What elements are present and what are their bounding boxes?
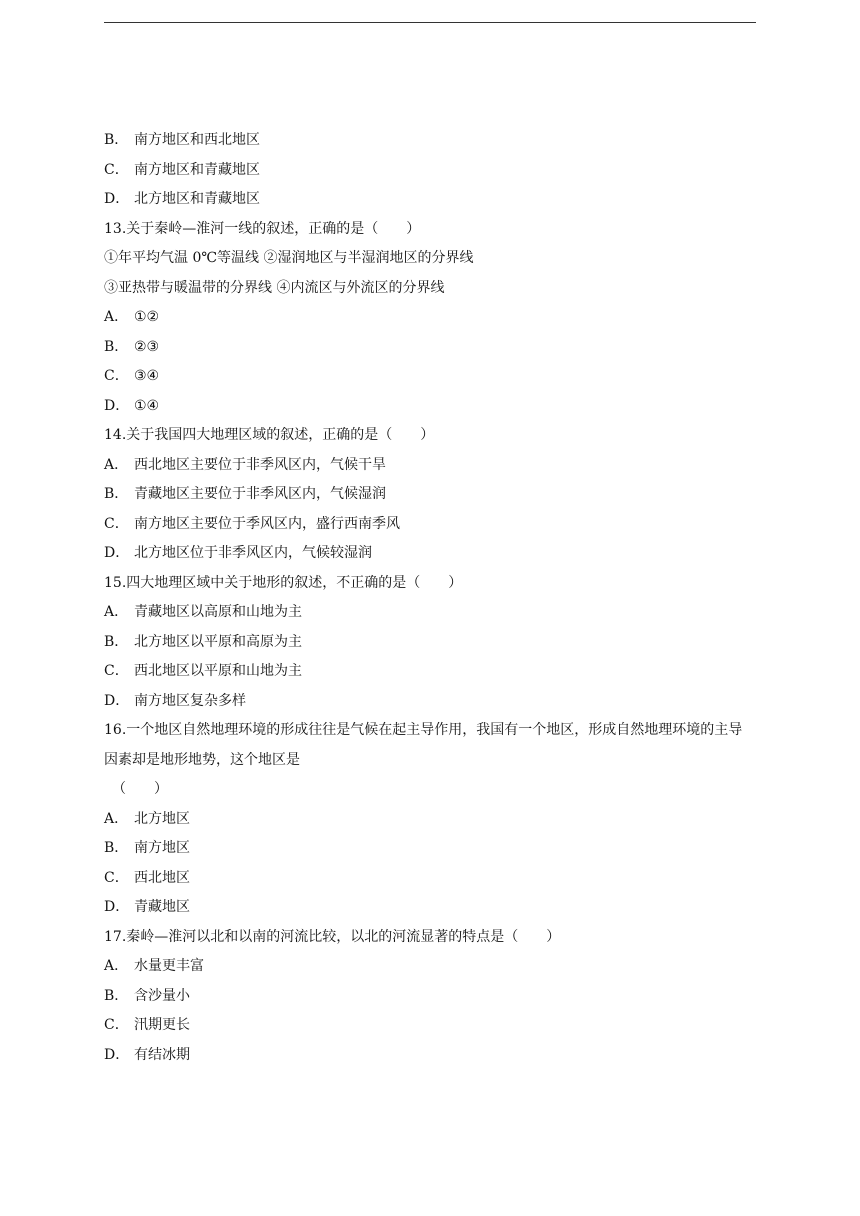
option-letter: C． xyxy=(104,161,129,178)
option-text: ①② xyxy=(134,309,160,325)
option-letter: B． xyxy=(104,486,129,502)
option-text: 有结冰期 xyxy=(134,1046,190,1063)
option-text: ③④ xyxy=(134,368,160,384)
option-text: 南方地区 xyxy=(134,840,190,856)
option-d xyxy=(104,1041,760,1071)
option-b xyxy=(104,834,760,864)
option-letter: D． xyxy=(104,899,130,915)
option-letter: A． xyxy=(104,810,129,827)
option-c xyxy=(104,156,760,186)
option-text: ①④ xyxy=(134,397,160,414)
option-letter: B． xyxy=(104,132,129,148)
option-letter: B． xyxy=(104,987,129,1004)
option-a xyxy=(104,451,760,481)
option-letter: D． xyxy=(104,191,130,207)
option-letter: D． xyxy=(104,1046,130,1063)
option-d xyxy=(104,539,760,569)
option-b xyxy=(104,480,760,510)
option-a xyxy=(104,598,760,628)
option-text: 含沙量小 xyxy=(134,987,190,1004)
option-text: 西北地区以平原和山地为主 xyxy=(134,663,302,679)
option-text: 青藏地区主要位于非季风区内，气候湿润 xyxy=(134,486,386,502)
option-text: ②③ xyxy=(134,338,160,355)
option-letter: D． xyxy=(104,545,130,561)
option-b xyxy=(104,628,760,658)
answer-parentheses xyxy=(104,775,760,805)
option-letter: B． xyxy=(104,338,129,355)
option-text: 青藏地区 xyxy=(134,899,190,915)
header-rule xyxy=(104,22,756,23)
option-d xyxy=(104,392,760,422)
question-17 xyxy=(104,923,760,1071)
option-c xyxy=(104,657,760,687)
option-text: 北方地区和青藏地区 xyxy=(134,191,260,207)
option-b xyxy=(104,333,760,363)
statement-line: ③亚热带与暖温带的分界线 ④内流区与外流区的分界线 xyxy=(104,279,445,296)
option-text: 青藏地区以高原和山地为主 xyxy=(134,604,302,620)
question-stem: 14.关于我国四大地理区域的叙述，正确的是（ ） xyxy=(104,427,435,443)
option-letter: C． xyxy=(104,368,129,384)
option-text: 西北地区 xyxy=(134,869,190,886)
option-text: 南方地区主要位于季风区内，盛行西南季风 xyxy=(134,515,400,532)
option-letter: D． xyxy=(104,692,130,709)
option-c xyxy=(104,362,760,392)
option-text: 南方地区和西北地区 xyxy=(134,132,260,148)
question-stem: 15.四大地理区域中关于地形的叙述，不正确的是（ ） xyxy=(104,574,463,591)
option-a xyxy=(104,303,760,333)
option-b xyxy=(104,982,760,1012)
question-stem: 13.关于秦岭—淮河一线的叙述，正确的是（ ） xyxy=(104,220,421,237)
option-letter: C． xyxy=(104,1017,129,1033)
option-text: 汛期更长 xyxy=(134,1017,190,1033)
statement-line: ①年平均气温 0℃等温线 ②湿润地区与半湿润地区的分界线 xyxy=(104,250,474,266)
option-a xyxy=(104,952,760,982)
option-letter: B． xyxy=(104,633,129,650)
option-letter: D． xyxy=(104,397,130,414)
option-text: 北方地区 xyxy=(134,810,190,827)
option-d xyxy=(104,893,760,923)
option-text: 北方地区位于非季风区内，气候较湿润 xyxy=(134,545,372,561)
option-d xyxy=(104,185,760,215)
option-letter: C． xyxy=(104,515,129,532)
option-d xyxy=(104,687,760,717)
option-text: 水量更丰富 xyxy=(134,958,204,974)
document-body xyxy=(104,126,760,1070)
question-14 xyxy=(104,421,760,569)
option-letter: C． xyxy=(104,663,129,679)
option-text: 西北地区主要位于非季风区内，气候干旱 xyxy=(134,456,386,473)
question-stem: 16.一个地区自然地理环境的形成往往是气候在起主导作用，我国有一个地区，形成自然地理环境的主导因素却是地形地势，这个地区是 xyxy=(104,722,743,768)
question-15 xyxy=(104,569,760,717)
option-letter: A． xyxy=(104,309,129,325)
option-text: 南方地区复杂多样 xyxy=(134,692,246,709)
question-13 xyxy=(104,215,760,422)
option-b xyxy=(104,126,760,156)
question-12-options xyxy=(104,126,760,215)
option-text: 南方地区和青藏地区 xyxy=(134,161,260,178)
question-16 xyxy=(104,716,760,923)
answer-blank: （ ） xyxy=(112,781,168,797)
option-c xyxy=(104,510,760,540)
option-letter: A． xyxy=(104,456,129,473)
option-a xyxy=(104,805,760,835)
option-text: 北方地区以平原和高原为主 xyxy=(134,633,302,650)
option-c xyxy=(104,864,760,894)
option-letter: A． xyxy=(104,958,129,974)
option-c xyxy=(104,1011,760,1041)
question-stem: 17.秦岭—淮河以北和以南的河流比较，以北的河流显著的特点是（ ） xyxy=(104,928,561,945)
option-letter: B． xyxy=(104,840,129,856)
option-letter: A． xyxy=(104,604,129,620)
option-letter: C． xyxy=(104,869,129,886)
